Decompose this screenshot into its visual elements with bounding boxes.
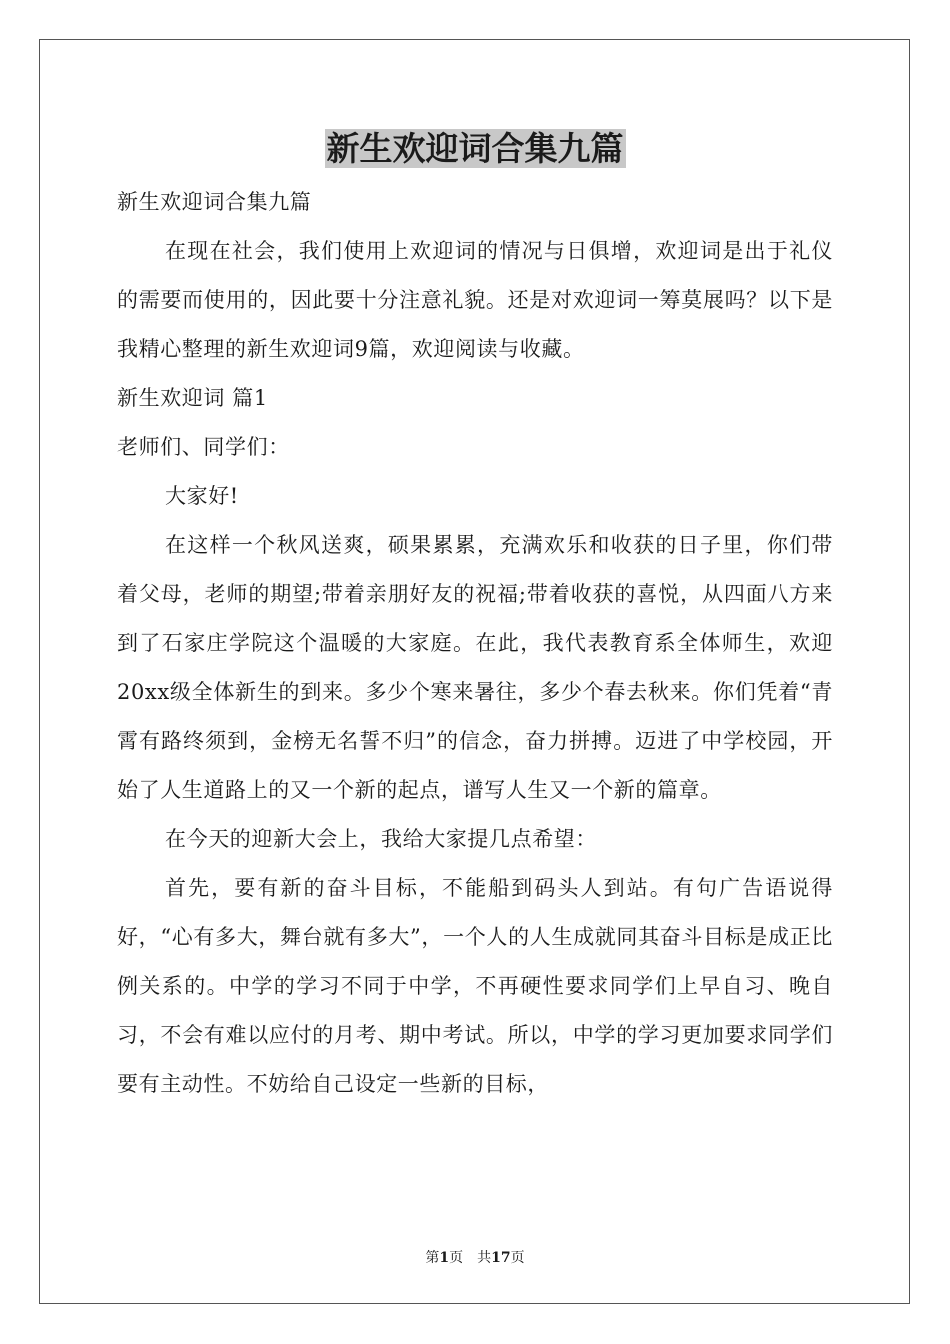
total-prefix: 共 (477, 1250, 492, 1266)
paragraph-intro: 在现在社会，我们使用上欢迎词的情况与日俱增，欢迎词是出于礼仪的需要而使用的，因此要十分注意礼貌。还是对欢迎词一筹莫展吗？以下是我精心整理的新生欢迎词9篇，欢迎阅读与收藏。 (117, 239, 833, 361)
paragraph-hopes-intro: 在今天的迎新大会上，我给大家提几点希望： (165, 827, 597, 851)
paragraph-greeting: 大家好! (165, 484, 239, 508)
total-suffix: 页 (510, 1250, 525, 1266)
page-prefix: 第 (425, 1250, 440, 1266)
paragraph-subtitle: 新生欢迎词合集九篇 (117, 190, 312, 214)
paragraph-salutation: 老师们、同学们： (117, 435, 290, 459)
page-footer (0, 1248, 950, 1268)
paragraph-first-hope: 首先，要有新的奋斗目标，不能船到码头人到站。有句广告语说得好，“心有多大，舞台就有多大”，一个人的人生成就同其奋斗目标是成正比例关系的。中学的学习不同于中学，不再硬性要求同学们上早自习、晚自习，不会有难以应付的月考、期中考试。所以，中学的学习更加要求同学们要有主动性。不妨给自己设定一些新的目标， (117, 876, 833, 1096)
page-suffix: 页 (449, 1250, 464, 1266)
paragraph-welcome: 在这样一个秋风送爽，硕果累累，充满欢乐和收获的日子里，你们带着父母，老师的期望;带着亲朋好友的祝福;带着收获的喜悦，从四面八方来到了石家庄学院这个温暖的大家庭。在此，我代表教育系全体师生，欢迎20xx级全体新生的到来。多少个寒来暑往，多少个春去秋来。你们凭着“青霄有路终须到，金榜无名誓不归”的信念，奋力拼搏。迈进了中学校园，开始了人生道路上的又一个新的起点，谱写人生又一个新的篇章。 (117, 533, 833, 802)
total-page-count: 17 (491, 1250, 511, 1266)
document-body (117, 178, 833, 1109)
current-page-number: 1 (439, 1250, 450, 1266)
section-heading: 新生欢迎词 篇1 (117, 386, 268, 410)
document-title (0, 126, 950, 172)
document-title-text: 新生欢迎词合集九篇 (326, 129, 624, 168)
